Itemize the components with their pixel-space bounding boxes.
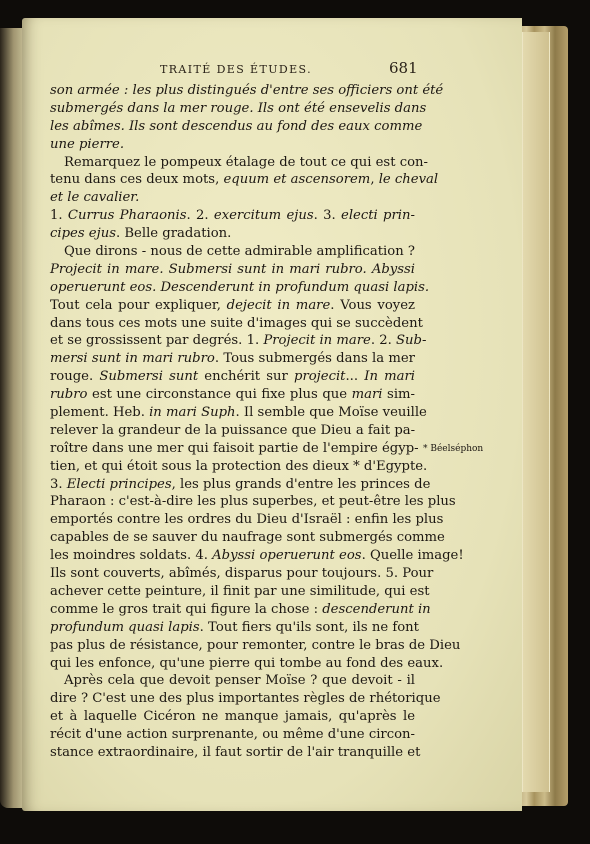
italic-text: mersi sunt in mari rubro xyxy=(50,351,215,367)
roman-text: enchérit sur xyxy=(198,369,294,385)
text-line xyxy=(50,100,427,118)
roman-text: 3. xyxy=(50,476,67,492)
roman-text: . 3. xyxy=(313,208,342,224)
text-line xyxy=(50,493,456,511)
text-line xyxy=(50,350,415,368)
text-line xyxy=(50,118,423,136)
italic-text: Submersi sunt xyxy=(99,369,199,385)
text-line xyxy=(50,708,415,726)
italic-text: le cheval xyxy=(378,172,439,188)
roman-text: . 2. xyxy=(186,208,214,224)
roman-text: Tout cela pour expliquer, xyxy=(50,297,227,313)
text-line xyxy=(50,744,421,762)
italic-text: mari xyxy=(351,387,383,403)
text-line xyxy=(50,243,415,261)
italic-text: une pierre. xyxy=(50,136,125,152)
roman-text: . Tout fiers qu'ils sont, ils ne font xyxy=(199,619,419,635)
text-line xyxy=(50,672,415,690)
text-line xyxy=(50,529,445,547)
roman-text: emportés contre les ordres du Dieu d'Israël : enfin les plus xyxy=(50,512,444,528)
roman-text: sim- xyxy=(382,387,415,403)
roman-text: . 2. xyxy=(370,333,397,349)
text-line xyxy=(50,225,415,243)
text-line xyxy=(50,547,464,565)
text-line xyxy=(50,154,428,172)
italic-text: operuerunt eos. Descenderunt in profundum quasi lapis. xyxy=(50,279,430,295)
roman-text: . Il semble que Moïse veuille xyxy=(235,405,427,421)
italic-text: descenderunt in xyxy=(322,601,431,617)
italic-text: Projecit in mare xyxy=(263,333,371,349)
text-line xyxy=(50,690,441,708)
roman-text: et se grossissent par degrés. 1. xyxy=(50,333,264,349)
text-line xyxy=(50,565,434,583)
roman-text: relever la grandeur de la puissance que Dieu a fait pa- xyxy=(50,422,416,438)
roman-text: rouge. xyxy=(50,369,100,385)
italic-text: profundum quasi lapis xyxy=(50,619,200,635)
text-line xyxy=(50,440,419,458)
text-line xyxy=(50,458,428,476)
text-line xyxy=(50,726,415,744)
roman-text: pas plus de résistance, pour remonter, contre le bras de Dieu xyxy=(50,637,461,653)
roman-text: roître dans une mer qui faisoit partie de l'empire égyp- xyxy=(50,440,419,456)
italic-text: projecit xyxy=(294,369,346,385)
text-line xyxy=(50,386,415,404)
roman-text: , les plus grands d'entre les princes de xyxy=(171,476,431,492)
text-line xyxy=(50,476,431,494)
italic-text: son armée : les plus distingués d'entre ses officiers ont été xyxy=(50,83,444,98)
text-line xyxy=(50,583,430,601)
italic-text: Electi principes xyxy=(66,476,172,492)
roman-text: les moindres soldats. 4. xyxy=(50,548,213,564)
roman-text: Que dirons - nous de cette admirable amplification ? xyxy=(64,244,415,260)
italic-text: Projecit in mare. Submersi sunt in mari rubro. Abyssi xyxy=(50,261,415,277)
italic-text: Sub- xyxy=(396,333,427,349)
roman-text: et à laquelle Cicéron ne manque jamais, qu'après le xyxy=(50,709,415,725)
text-line xyxy=(50,82,444,100)
text-line xyxy=(50,368,415,386)
text-line xyxy=(50,315,423,333)
running-head-title: TRAITÉ DES ÉTUDES. xyxy=(160,63,312,76)
text-line xyxy=(50,136,415,154)
text-line xyxy=(50,297,415,315)
roman-text: , xyxy=(370,172,379,188)
italic-text: submergés dans la mer rouge. Ils ont été ensevelis dans xyxy=(50,100,427,116)
roman-text: capables de se sauver du naufrage sont submergés comme xyxy=(50,530,445,546)
italic-text: Abyssi operuerunt eos xyxy=(212,548,362,564)
text-line xyxy=(50,655,444,673)
margin-note: * Béelséphon xyxy=(423,444,484,454)
roman-text: . Quelle image! xyxy=(361,548,464,564)
roman-text: 1. xyxy=(50,208,68,224)
italic-text: et le cavalier. xyxy=(50,190,140,206)
italic-text: electi prin- xyxy=(341,208,415,224)
roman-text: comme le gros trait qui figure la chose : xyxy=(50,601,323,617)
italic-text: les abîmes. Ils sont descendus au fond des eaux comme xyxy=(50,118,423,134)
italic-text: cipes ejus xyxy=(50,226,116,242)
roman-text: . Tous submergés dans la mer xyxy=(214,351,415,367)
text-line xyxy=(50,189,415,207)
roman-text: tien, et qui étoit sous la protection des dieux * d'Egypte. xyxy=(50,458,428,474)
roman-text: récit d'une action surprenante, ou même d'une circon- xyxy=(50,727,415,743)
text-line xyxy=(50,404,427,422)
roman-text: dans tous ces mots une suite d'images qui se succèdent xyxy=(50,315,423,331)
text-line xyxy=(50,261,415,279)
italic-text: In mari xyxy=(364,369,415,385)
roman-text: . Vous voyez xyxy=(330,297,415,313)
roman-text: stance extraordinaire, il faut sortir de l'air tranquille et xyxy=(50,744,421,760)
text-line xyxy=(50,332,427,350)
text-line xyxy=(50,207,415,225)
roman-text: Ils sont couverts, abîmés, disparus pour toujours. 5. Pour xyxy=(50,566,434,582)
roman-text: tenu dans ces deux mots, xyxy=(50,172,224,188)
text-line xyxy=(50,601,431,619)
italic-text: rubro xyxy=(50,387,88,403)
roman-text: dire ? C'est une des plus importantes règles de rhétorique xyxy=(50,691,441,707)
italic-text: in mari Suph xyxy=(149,405,236,421)
italic-text: exercitum ejus xyxy=(213,208,314,224)
text-line xyxy=(50,422,415,440)
text-line xyxy=(50,619,419,637)
italic-text: dejecit in mare xyxy=(226,297,331,313)
roman-text: Pharaon : c'est-à-dire les plus superbes, et peut-être les plus xyxy=(50,494,456,510)
roman-text: est une circonstance qui fixe plus que xyxy=(87,387,352,403)
text-line xyxy=(50,171,439,189)
page-number: 681 xyxy=(389,59,418,77)
roman-text: ... xyxy=(345,369,365,385)
text-line xyxy=(50,511,444,529)
page-block-edges xyxy=(516,26,568,806)
text-line xyxy=(50,637,461,655)
roman-text: qui les enfonce, qu'une pierre qui tombe au fond des eaux. xyxy=(50,655,444,671)
roman-text: Après cela que devoit penser Moïse ? que devoit - il xyxy=(64,673,415,689)
roman-text: achever cette peinture, il finit par une similitude, qui est xyxy=(50,583,430,599)
italic-text: Currus Pharaonis xyxy=(67,208,187,224)
text-line xyxy=(50,279,430,297)
roman-text: . Belle gradation. xyxy=(115,226,232,242)
roman-text: plement. Heb. xyxy=(50,405,150,421)
roman-text: Remarquez le pompeux étalage de tout ce qui est con- xyxy=(64,154,428,170)
italic-text: equum et ascensorem xyxy=(223,172,371,188)
